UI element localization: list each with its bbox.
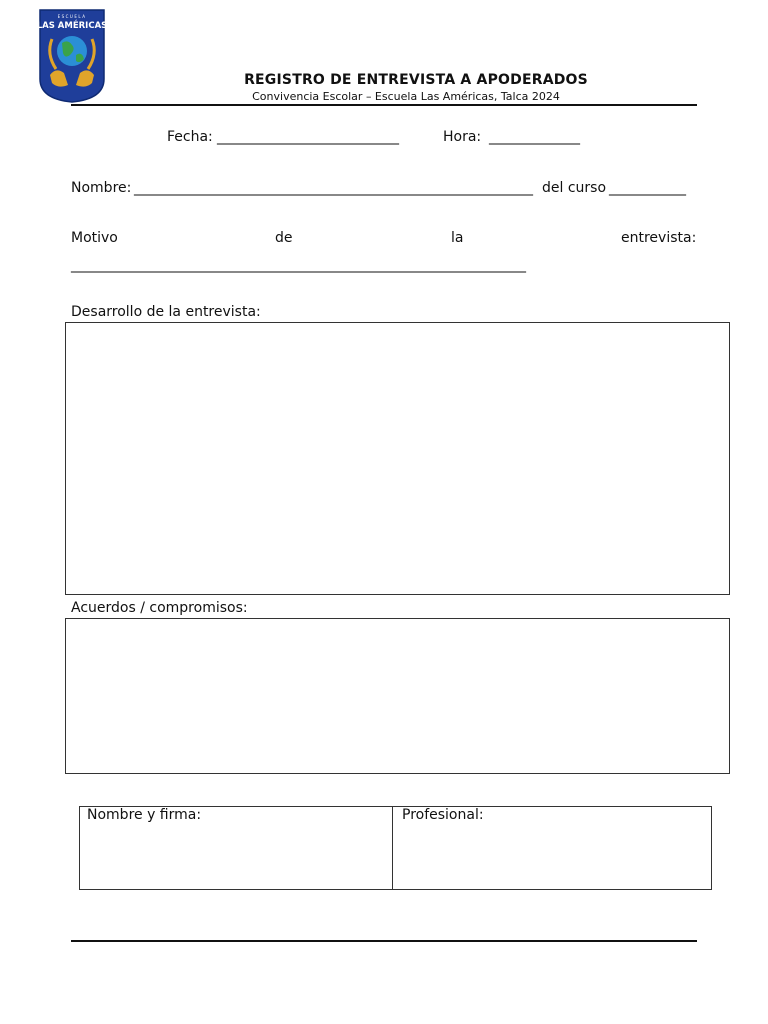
hora-field[interactable]: _____________ bbox=[489, 129, 580, 145]
logo-text: LAS AMÉRICAS bbox=[38, 21, 106, 31]
nombre-label: Nombre: bbox=[71, 180, 132, 196]
acuerdos-box[interactable] bbox=[65, 618, 730, 774]
profesional-cell[interactable] bbox=[393, 807, 711, 889]
motivo-word: de bbox=[275, 230, 293, 246]
page-title: REGISTRO DE ENTREVISTA A APODERADOS bbox=[244, 72, 588, 88]
motivo-word: Motivo bbox=[71, 230, 118, 246]
school-logo bbox=[38, 9, 106, 103]
motivo-word: la bbox=[451, 230, 464, 246]
nombre-firma-cell[interactable] bbox=[80, 807, 393, 889]
motivo-word: entrevista: bbox=[621, 230, 697, 246]
fecha-label: Fecha: bbox=[167, 129, 213, 145]
acuerdos-label: Acuerdos / compromisos: bbox=[71, 600, 248, 616]
nombre-field[interactable]: _________________________________________________________ bbox=[134, 180, 533, 196]
desarrollo-box[interactable] bbox=[65, 322, 730, 595]
logo-small-text: ESCUELA bbox=[57, 14, 87, 19]
profesional-label: Profesional: bbox=[402, 807, 484, 823]
footer-divider bbox=[71, 940, 697, 942]
signature-table bbox=[79, 806, 712, 890]
curso-label: del curso bbox=[542, 180, 607, 196]
header-divider bbox=[71, 104, 697, 106]
desarrollo-label: Desarrollo de la entrevista: bbox=[71, 304, 261, 320]
page-subtitle: Convivencia Escolar – Escuela Las Américas, Talca 2024 bbox=[252, 90, 560, 103]
curso-field[interactable]: ___________ bbox=[609, 180, 686, 196]
motivo-field[interactable]: _________________________________________________________________ bbox=[71, 257, 526, 273]
hora-label: Hora: bbox=[443, 129, 482, 145]
nombre-firma-label: Nombre y firma: bbox=[87, 807, 202, 823]
fecha-field[interactable]: __________________________ bbox=[217, 129, 399, 145]
